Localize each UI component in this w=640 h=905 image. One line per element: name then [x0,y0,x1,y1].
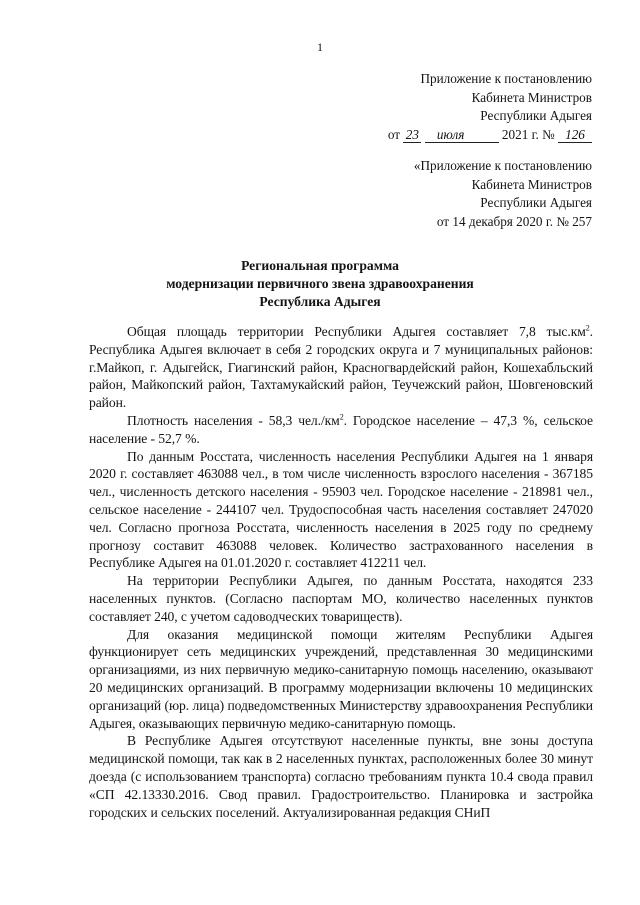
appendix-line: Республики Адыгея [480,108,592,123]
appendix-header-current [388,70,592,144]
appendix-line: от 14 декабря 2020 г. № 257 [436,213,592,229]
date-blank-line [477,128,499,143]
appendix-date-line [388,126,592,145]
appendix-line: Приложение к постановлению [420,71,592,86]
appendix-header-original [414,157,592,231]
document-title [80,257,560,311]
title-line: Республика Адыгея [259,294,381,309]
title-line: модернизации первичного звена здравоохранения [166,276,474,291]
paragraph-medical-network: Для оказания медицинской помощи жителям Республики Адыгея функционирует сеть медицинских учреждений, представленная 30 медицинскими организациями, из них первичную медико-санитарную помощь населению, оказывают 20 медицинских организаций. В программу модернизации включены 10 медицинских организаций (юр. лица) подведомственных Министерству здравоохранения Республики Адыгея, оказывающих первичную медико-санитарную помощь. [89,626,593,731]
page-number: 1 [317,40,323,54]
superscript: 2 [585,323,590,333]
date-day-filled: 23 [403,128,421,143]
text-run: Плотность населения - 58,3 чел./км [127,412,340,428]
paragraph-density [89,412,593,448]
paragraph-territory [89,323,593,412]
paragraph-settlements: На территории Республики Адыгея, по данным Росстата, находятся 233 населенных пунктов. (Согласно паспортам МО, количество населенных пунктов составляет 240, с учетом садоводческих товариществ). [89,573,593,624]
paragraph-population: По данным Росстата, численность населения Республики Адыгея на 1 января 2020 г. составляет 463088 чел., в том числе численность взрослого населения - 367185 чел., численность детского населения - 95903 чел. Городское население - 218981 чел., сельское население - 244107 чел. Трудоспособная часть населения составляет 247020 чел. Согласно прогноза Росстата, численность населения в 2025 году по среднему прогнозу составит 463088 человек. Количество застрахованного населения в Республике Адыгея на 01.01.2020 г. составляет 412211 чел. [89,448,593,571]
date-prefix: от [387,126,401,142]
appendix-line: Кабинета Министров [471,176,592,192]
paragraph-accessibility: В Республике Адыгея отсутствуют населенные пункты, вне зоны доступа медицинской помощи, так как в 2 населенных пунктах, расположенных более 30 минут доезда (с использованием транспорта) согласно требованиям пункта 10.4 свода правил «СП 42.13330.2016. Свод правил. Градостроительство. Планировка и застройка городских и сельских поселений. Актуализированная редакция СНиП [89,733,593,820]
appendix-line: Кабинета Министров [471,89,592,105]
date-year: 2021 г. № [501,126,555,142]
title-line: Региональная программа [241,258,399,273]
appendix-line: Республики Адыгея [480,195,592,210]
document-body [89,323,593,821]
resolution-number-filled: 126 [558,128,592,143]
text-run: . Городское население – 47,3 %, сельское население - 52,7 %. [89,412,593,446]
superscript: 2 [339,412,344,422]
date-month-filled: июля [425,128,477,143]
text-run: Общая площадь территории Республики Адыгея составляет 7,8 тыс.км [127,324,586,339]
appendix-line: «Приложение к постановлению [413,158,592,173]
text-run: . Республика Адыгея включает в себя 2 городских округа и 7 муниципальных районов: г.Майкоп, г. Адыгейск, Гиагинский район, Красногвардейский район, Кошехабльский район, Майкопский район, Тахтамукайский район, Теучежский район, Шовгеновский район. [89,324,593,411]
